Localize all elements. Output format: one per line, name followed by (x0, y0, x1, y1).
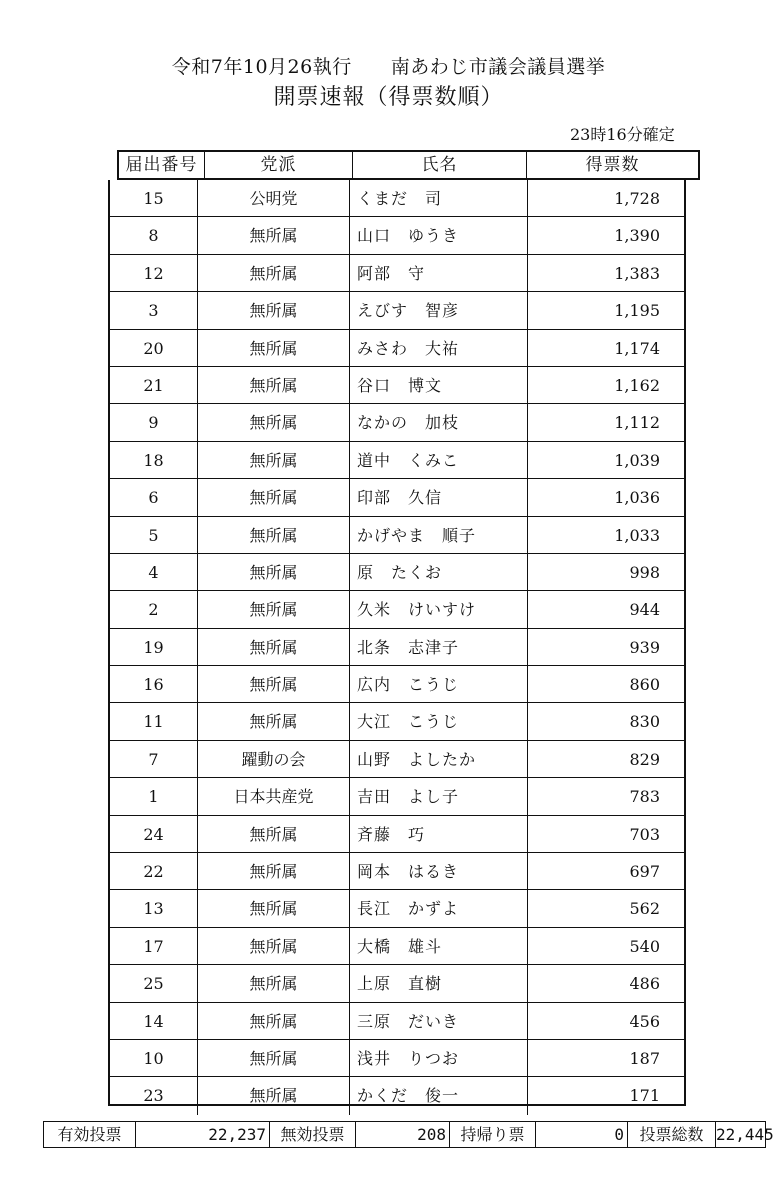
candidate-name: 印部 久信 (350, 479, 528, 515)
candidate-number: 10 (110, 1040, 198, 1076)
column-header-name: 氏名 (353, 152, 527, 178)
table-row (110, 703, 684, 740)
candidate-votes: 830 (629, 712, 660, 732)
candidate-party: 無所属 (198, 1003, 350, 1039)
candidate-number: 1 (110, 778, 198, 814)
candidate-party: 無所属 (198, 853, 350, 889)
table-row (110, 629, 684, 666)
candidate-votes: 562 (629, 899, 660, 919)
candidate-votes: 1,033 (614, 525, 660, 545)
table-header (117, 150, 700, 180)
candidate-number: 13 (110, 890, 198, 926)
candidate-number: 25 (110, 965, 198, 1001)
table-row (110, 1077, 684, 1114)
table-row (110, 816, 684, 853)
candidate-number: 4 (110, 554, 198, 590)
candidate-party: 無所属 (198, 217, 350, 253)
candidate-number: 19 (110, 629, 198, 665)
valid-votes-value: 22,237 (136, 1122, 270, 1147)
candidate-party: 無所属 (198, 292, 350, 328)
candidate-name: 上原 直樹 (350, 965, 528, 1001)
valid-votes-label: 有効投票 (44, 1122, 136, 1147)
candidate-number: 7 (110, 741, 198, 777)
candidate-party: 日本共産党 (198, 778, 350, 814)
table-row (110, 666, 684, 703)
candidate-number: 5 (110, 517, 198, 553)
invalid-votes-label: 無効投票 (270, 1122, 356, 1147)
candidate-votes: 456 (629, 1011, 660, 1031)
candidate-name: 岡本 はるき (350, 853, 528, 889)
candidate-number: 17 (110, 928, 198, 964)
table-row (110, 367, 684, 404)
takehome-votes-label: 持帰り票 (450, 1122, 536, 1147)
candidate-votes: 1,728 (614, 189, 660, 208)
candidate-votes: 939 (629, 637, 660, 657)
table-row (110, 928, 684, 965)
candidate-party: 公明党 (198, 180, 350, 216)
candidate-name: くまだ 司 (350, 180, 528, 216)
candidate-party: 無所属 (198, 367, 350, 403)
table-row (110, 479, 684, 516)
table-row (110, 404, 684, 441)
candidate-party: 無所属 (198, 965, 350, 1001)
candidate-name: 浅井 りつお (350, 1040, 528, 1076)
candidate-votes: 1,112 (614, 413, 660, 433)
table-row (110, 217, 684, 254)
candidate-votes: 697 (629, 862, 660, 882)
candidate-votes: 540 (629, 936, 660, 956)
candidate-party: 無所属 (198, 816, 350, 852)
table-row (110, 330, 684, 367)
candidate-number: 11 (110, 703, 198, 739)
candidate-number: 9 (110, 404, 198, 440)
candidate-name: 山口 ゆうき (350, 217, 528, 253)
candidate-number: 3 (110, 292, 198, 328)
candidate-party: 無所属 (198, 404, 350, 440)
candidate-name: 原 たくお (350, 554, 528, 590)
table-row (110, 965, 684, 1002)
candidate-name: 道中 くみこ (350, 442, 528, 478)
candidate-party: 無所属 (198, 1077, 350, 1114)
candidate-number: 2 (110, 591, 198, 627)
candidate-party: 無所属 (198, 890, 350, 926)
column-header-party: 党派 (205, 152, 353, 178)
candidate-party: 無所属 (198, 479, 350, 515)
candidate-name: 斉藤 巧 (350, 816, 528, 852)
table-row (110, 778, 684, 815)
candidate-party: 無所属 (198, 442, 350, 478)
table-row (110, 442, 684, 479)
candidate-votes: 1,390 (614, 226, 660, 246)
candidate-votes: 171 (629, 1086, 660, 1106)
candidate-number: 14 (110, 1003, 198, 1039)
candidate-name: 三原 だいき (350, 1003, 528, 1039)
candidate-party: 無所属 (198, 1040, 350, 1076)
candidate-name: 谷口 博文 (350, 367, 528, 403)
results-table (108, 180, 686, 1106)
candidate-votes: 944 (629, 600, 660, 620)
candidate-votes: 783 (629, 787, 660, 807)
table-row (110, 890, 684, 927)
invalid-votes-value: 208 (356, 1122, 450, 1147)
candidate-votes: 486 (629, 974, 660, 994)
candidate-number: 23 (110, 1077, 198, 1114)
candidate-name: 広内 こうじ (350, 666, 528, 702)
candidate-name: 吉田 よし子 (350, 778, 528, 814)
candidate-votes: 1,383 (614, 263, 660, 283)
table-row (110, 255, 684, 292)
candidate-name: 大江 こうじ (350, 703, 528, 739)
candidate-party: 無所属 (198, 629, 350, 665)
candidate-votes: 1,039 (614, 450, 660, 470)
candidate-party: 無所属 (198, 255, 350, 291)
table-row (110, 1003, 684, 1040)
document-title: 令和7年10月26執行 南あわじ市議会議員選挙 (171, 56, 606, 78)
table-row (110, 554, 684, 591)
candidate-party: 躍動の会 (198, 741, 350, 777)
table-row (110, 741, 684, 778)
table-row (110, 517, 684, 554)
candidate-number: 20 (110, 330, 198, 366)
candidate-name: なかの 加枝 (350, 404, 528, 440)
candidate-votes: 1,195 (614, 301, 660, 321)
candidate-name: 阿部 守 (350, 255, 528, 291)
total-votes-label: 投票総数 (628, 1122, 716, 1147)
candidate-number: 12 (110, 255, 198, 291)
candidate-party: 無所属 (198, 928, 350, 964)
table-row (110, 591, 684, 628)
candidate-name: 山野 よしたか (350, 741, 528, 777)
candidate-votes: 1,174 (614, 338, 660, 358)
candidate-votes: 1,036 (614, 488, 660, 508)
candidate-votes: 998 (629, 562, 660, 582)
summary-bar (43, 1121, 774, 1148)
candidate-votes: 829 (629, 749, 660, 769)
candidate-party: 無所属 (198, 591, 350, 627)
column-header-votes: 得票数 (585, 155, 640, 175)
candidate-name: 長江 かずよ (350, 890, 528, 926)
candidate-number: 16 (110, 666, 198, 702)
candidate-name: かげやま 順子 (350, 517, 528, 553)
candidate-name: 久米 けいすけ (350, 591, 528, 627)
confirmed-time: 23時16分確定 (570, 125, 675, 144)
candidate-number: 15 (110, 180, 198, 216)
candidate-number: 8 (110, 217, 198, 253)
candidate-number: 22 (110, 853, 198, 889)
candidate-name: 大橋 雄斗 (350, 928, 528, 964)
candidate-number: 21 (110, 367, 198, 403)
candidate-number: 18 (110, 442, 198, 478)
candidate-votes: 860 (629, 675, 660, 695)
candidate-party: 無所属 (198, 554, 350, 590)
table-row (110, 180, 684, 217)
candidate-number: 24 (110, 816, 198, 852)
table-row (110, 1040, 684, 1077)
candidate-party: 無所属 (198, 703, 350, 739)
total-votes-value: 22,445 (716, 1125, 774, 1144)
candidate-votes: 703 (629, 824, 660, 844)
candidate-votes: 1,162 (614, 375, 660, 395)
candidate-name: 北条 志津子 (350, 629, 528, 665)
candidate-name: かくだ 俊一 (350, 1077, 528, 1114)
column-header-number: 届出番号 (119, 152, 205, 178)
table-row (110, 853, 684, 890)
candidate-party: 無所属 (198, 666, 350, 702)
candidate-name: えびす 智彦 (350, 292, 528, 328)
table-row (110, 292, 684, 329)
candidate-number: 6 (110, 479, 198, 515)
candidate-party: 無所属 (198, 330, 350, 366)
candidate-votes: 187 (629, 1048, 660, 1068)
candidate-party: 無所属 (198, 517, 350, 553)
candidate-name: みさわ 大祐 (350, 330, 528, 366)
takehome-votes-value: 0 (536, 1122, 628, 1147)
document-subtitle: 開票速報（得票数順） (273, 85, 504, 110)
